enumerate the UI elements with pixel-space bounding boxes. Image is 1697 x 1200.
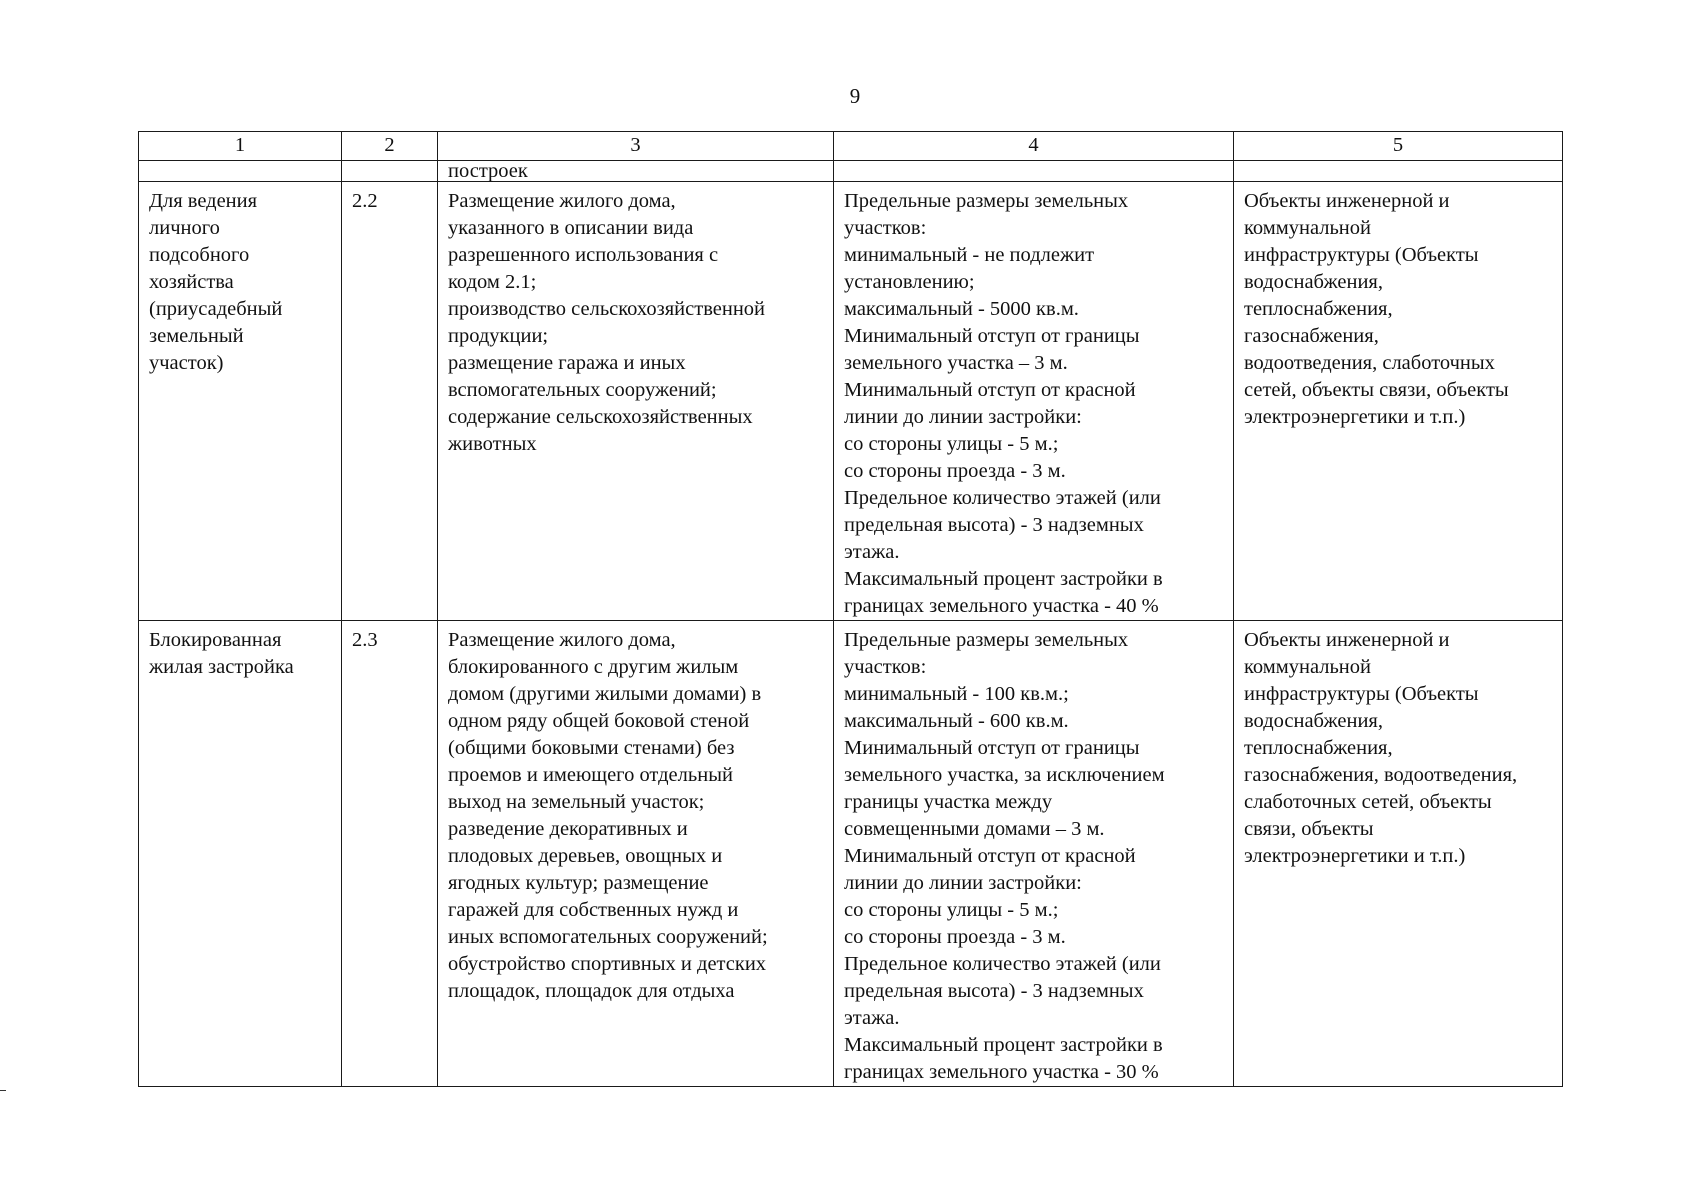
table-row (139, 621, 1563, 1087)
cell-line: 2.3 (352, 629, 378, 651)
cell-line: блокированного с другим жилым (448, 656, 739, 678)
cell-line: земельного участка, за исключением (844, 764, 1165, 786)
cell-line: указанного в описании вида (448, 217, 694, 239)
cell-line: водоснабжения, (1244, 271, 1383, 293)
cell-line: максимальный - 600 кв.м. (844, 710, 1069, 732)
cell-line: максимальный - 5000 кв.м. (844, 298, 1079, 320)
cell-line: этажа. (844, 1007, 900, 1029)
cell-line: инфраструктуры (Объекты (1244, 244, 1479, 266)
parameters-cell (834, 621, 1234, 1087)
cell-line: разведение декоративных и (448, 818, 688, 840)
cell-line: хозяйства (149, 271, 234, 293)
land-use-name-cell (139, 182, 342, 621)
cell-line: Минимальный отступ от границы (844, 325, 1140, 347)
cell-line: земельного участка – 3 м. (844, 352, 1068, 374)
cell-line: (общими боковыми стенами) без (448, 737, 735, 759)
cell-line: Предельное количество этажей (или (844, 487, 1161, 509)
cell-line: иных вспомогательных сооружений; (448, 926, 768, 948)
cell-line: Блокированная (149, 629, 282, 651)
cell-line: участков: (844, 656, 927, 678)
cell-line: ягодных культур; размещение (448, 872, 709, 894)
cell-line: коммунальной (1244, 217, 1371, 239)
cell-line: (приусадебный (149, 298, 283, 320)
description-cell (438, 182, 834, 621)
cell-line: границах земельного участка - 30 % (844, 1061, 1159, 1083)
cell-line: со стороны улицы - 5 м.; (844, 899, 1059, 921)
cell-line: со стороны проезда - 3 м. (844, 926, 1066, 948)
page-number: 9 (849, 84, 861, 108)
cell-line: Предельные размеры земельных (844, 629, 1129, 651)
column-header-5: 5 (1234, 132, 1563, 161)
cell-line: Размещение жилого дома, (448, 629, 676, 651)
cell-line: линии до линии застройки: (844, 406, 1082, 428)
column-header-1: 1 (139, 132, 342, 161)
cell-line: кодом 2.1; (448, 271, 537, 293)
cell-line: вспомогательных сооружений; (448, 379, 717, 401)
cell-line: границы участка между (844, 791, 1053, 813)
column-header-3: 3 (438, 132, 834, 161)
cell-line: Предельные размеры земельных (844, 190, 1129, 212)
cell-line: газоснабжения, (1244, 325, 1379, 347)
table-row (139, 182, 1563, 621)
cell-line: Максимальный процент застройки в (844, 1034, 1163, 1056)
cell-line: одном ряду общей боковой стеной (448, 710, 750, 732)
cell-line: участков: (844, 217, 927, 239)
cell-line: предельная высота) - 3 надземных (844, 980, 1144, 1002)
cell-line: электроэнергетики и т.п.) (1244, 845, 1466, 867)
code-cell (342, 621, 438, 1087)
cell-line: теплоснабжения, (1244, 298, 1393, 320)
cell-line: Минимальный отступ от границы (844, 737, 1140, 759)
continuation-cell-4 (834, 161, 1234, 182)
cell-line: Минимальный отступ от красной (844, 845, 1136, 867)
parameters-cell (834, 182, 1234, 621)
regulations-table (138, 131, 1563, 1087)
cell-line: подсобного (149, 244, 250, 266)
cell-line: минимальный - 100 кв.м.; (844, 683, 1069, 705)
cell-line: Объекты инженерной и (1244, 629, 1450, 651)
table-header-row (139, 132, 1563, 161)
column-header-2: 2 (342, 132, 438, 161)
cell-line: участок) (149, 352, 224, 374)
cell-line: водоотведения, слаботочных (1244, 352, 1495, 374)
continuation-cell-5 (1234, 161, 1563, 182)
continuation-cell-3: построек (438, 161, 834, 182)
code-cell (342, 182, 438, 621)
cell-line: со стороны улицы - 5 м.; (844, 433, 1059, 455)
cell-line: продукции; (448, 325, 549, 347)
cell-line: сетей, объекты связи, объекты (1244, 379, 1509, 401)
cell-line: площадок, площадок для отдыха (448, 980, 735, 1002)
cell-line: газоснабжения, водоотведения, (1244, 764, 1518, 786)
cell-line: линии до линии застройки: (844, 872, 1082, 894)
cell-line: коммунальной (1244, 656, 1371, 678)
cell-line: Предельное количество этажей (или (844, 953, 1161, 975)
cell-line: Максимальный процент застройки в (844, 568, 1163, 590)
cell-line: со стороны проезда - 3 м. (844, 460, 1066, 482)
continuation-row (139, 161, 1563, 182)
cell-line: личного (149, 217, 220, 239)
cell-line: 2.2 (352, 190, 378, 212)
cell-line: животных (448, 433, 537, 455)
cell-line: установлению; (844, 271, 975, 293)
land-use-name-cell (139, 621, 342, 1087)
cell-line: домом (другими жилыми домами) в (448, 683, 762, 705)
cell-line: теплоснабжения, (1244, 737, 1393, 759)
cell-line: водоснабжения, (1244, 710, 1383, 732)
cell-line: этажа. (844, 541, 900, 563)
cell-line: границах земельного участка - 40 % (844, 595, 1159, 617)
cell-line: Размещение жилого дома, (448, 190, 676, 212)
cell-line: минимальный - не подлежит (844, 244, 1095, 266)
cell-line: электроэнергетики и т.п.) (1244, 406, 1466, 428)
cell-line: земельный (149, 325, 244, 347)
cell-line: Для ведения (149, 190, 258, 212)
cell-line: Минимальный отступ от красной (844, 379, 1136, 401)
continuation-cell-1 (139, 161, 342, 182)
cell-line: Объекты инженерной и (1244, 190, 1450, 212)
cell-line: разрешенного использования с (448, 244, 719, 266)
cell-line: содержание сельскохозяйственных (448, 406, 753, 428)
infrastructure-cell (1234, 621, 1563, 1087)
cell-line: обустройство спортивных и детских (448, 953, 767, 975)
cell-line: выход на земельный участок; (448, 791, 705, 813)
column-header-4: 4 (834, 132, 1234, 161)
cell-line: размещение гаража и иных (448, 352, 686, 374)
cell-line: предельная высота) - 3 надземных (844, 514, 1144, 536)
description-cell (438, 621, 834, 1087)
margin-mark (0, 1090, 6, 1091)
cell-line: гаражей для собственных нужд и (448, 899, 739, 921)
continuation-cell-2 (342, 161, 438, 182)
cell-line: плодовых деревьев, овощных и (448, 845, 723, 867)
cell-line: совмещенными домами – 3 м. (844, 818, 1105, 840)
infrastructure-cell (1234, 182, 1563, 621)
cell-line: инфраструктуры (Объекты (1244, 683, 1479, 705)
cell-line: связи, объекты (1244, 818, 1374, 840)
cell-line: слаботочных сетей, объекты (1244, 791, 1492, 813)
cell-line: проемов и имеющего отдельный (448, 764, 733, 786)
cell-line: жилая застройка (149, 656, 294, 678)
cell-line: производство сельскохозяйственной (448, 298, 766, 320)
